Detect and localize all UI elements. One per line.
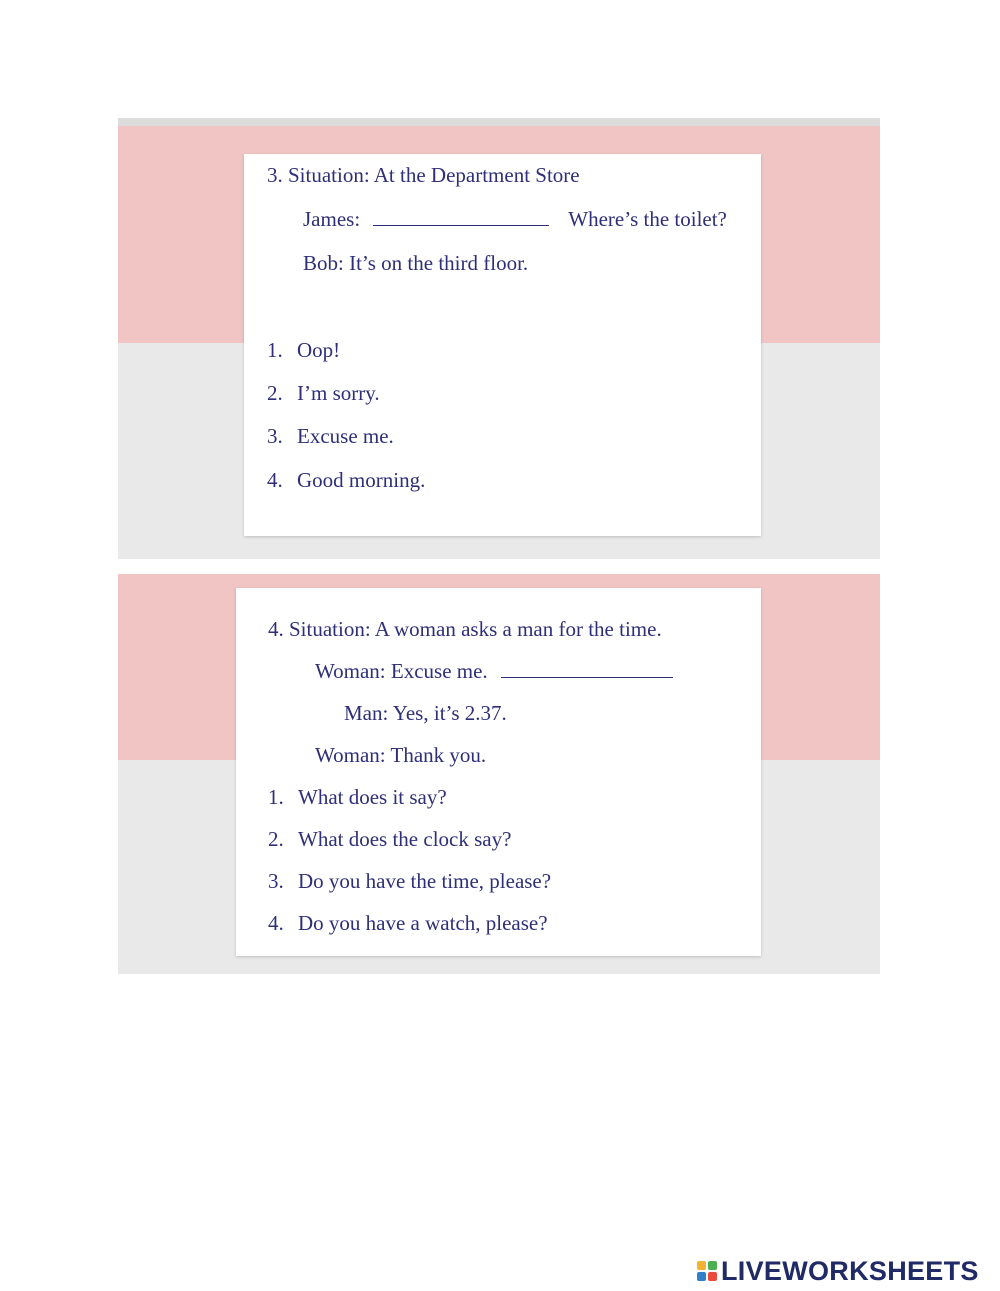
logo-square [708,1272,717,1281]
logo-square [697,1272,706,1281]
logo-square [708,1261,717,1270]
option-3 [268,868,551,894]
option-1 [267,337,340,363]
james-question: Where’s the toilet? [568,207,727,231]
option-number: 2. [267,381,283,405]
question-4-card [236,588,761,956]
option-text: What does it say? [298,785,447,809]
question-4-panel [118,574,880,974]
option-number: 3. [267,424,283,448]
option-4 [267,467,425,493]
man-line: Man: Yes, it’s 2.37. [344,701,507,725]
option-text: I’m sorry. [297,381,380,405]
question-3-panel [118,118,880,559]
option-number: 1. [267,338,283,362]
panel-top-edge [118,118,880,126]
option-3 [267,423,394,449]
logo-text: LIVEWORKSHEETS [721,1255,979,1286]
bob-line: Bob: It’s on the third floor. [303,251,529,275]
option-text: Oop! [297,338,341,362]
situation-heading: 4. Situation: A woman asks a man for the time. [268,617,662,641]
option-text: Do you have a watch, please? [298,911,548,935]
logo-square [697,1261,706,1270]
answer-blank[interactable] [373,207,549,226]
answer-blank[interactable] [501,659,673,678]
question-3-card [244,154,761,536]
option-text: Do you have the time, please? [298,869,552,893]
james-label: James: [303,207,361,231]
option-number: 4. [268,911,284,935]
logo-grid-icon [697,1261,717,1281]
option-1 [268,784,447,810]
option-number: 2. [268,827,284,851]
james-line [303,206,727,232]
option-text: Good morning. [297,468,426,492]
option-number: 3. [268,869,284,893]
liveworksheets-logo [697,1256,979,1286]
option-2 [268,826,511,852]
woman-line-2: Woman: Thank you. [315,743,487,767]
option-number: 4. [267,468,283,492]
option-2 [267,380,380,406]
woman-excuse-text: Woman: Excuse me. [315,659,488,683]
option-4 [268,910,548,936]
option-number: 1. [268,785,284,809]
option-text: What does the clock say? [298,827,512,851]
option-text: Excuse me. [297,424,394,448]
woman-line-1 [315,658,673,684]
situation-heading: 3. Situation: At the Department Store [267,163,580,187]
